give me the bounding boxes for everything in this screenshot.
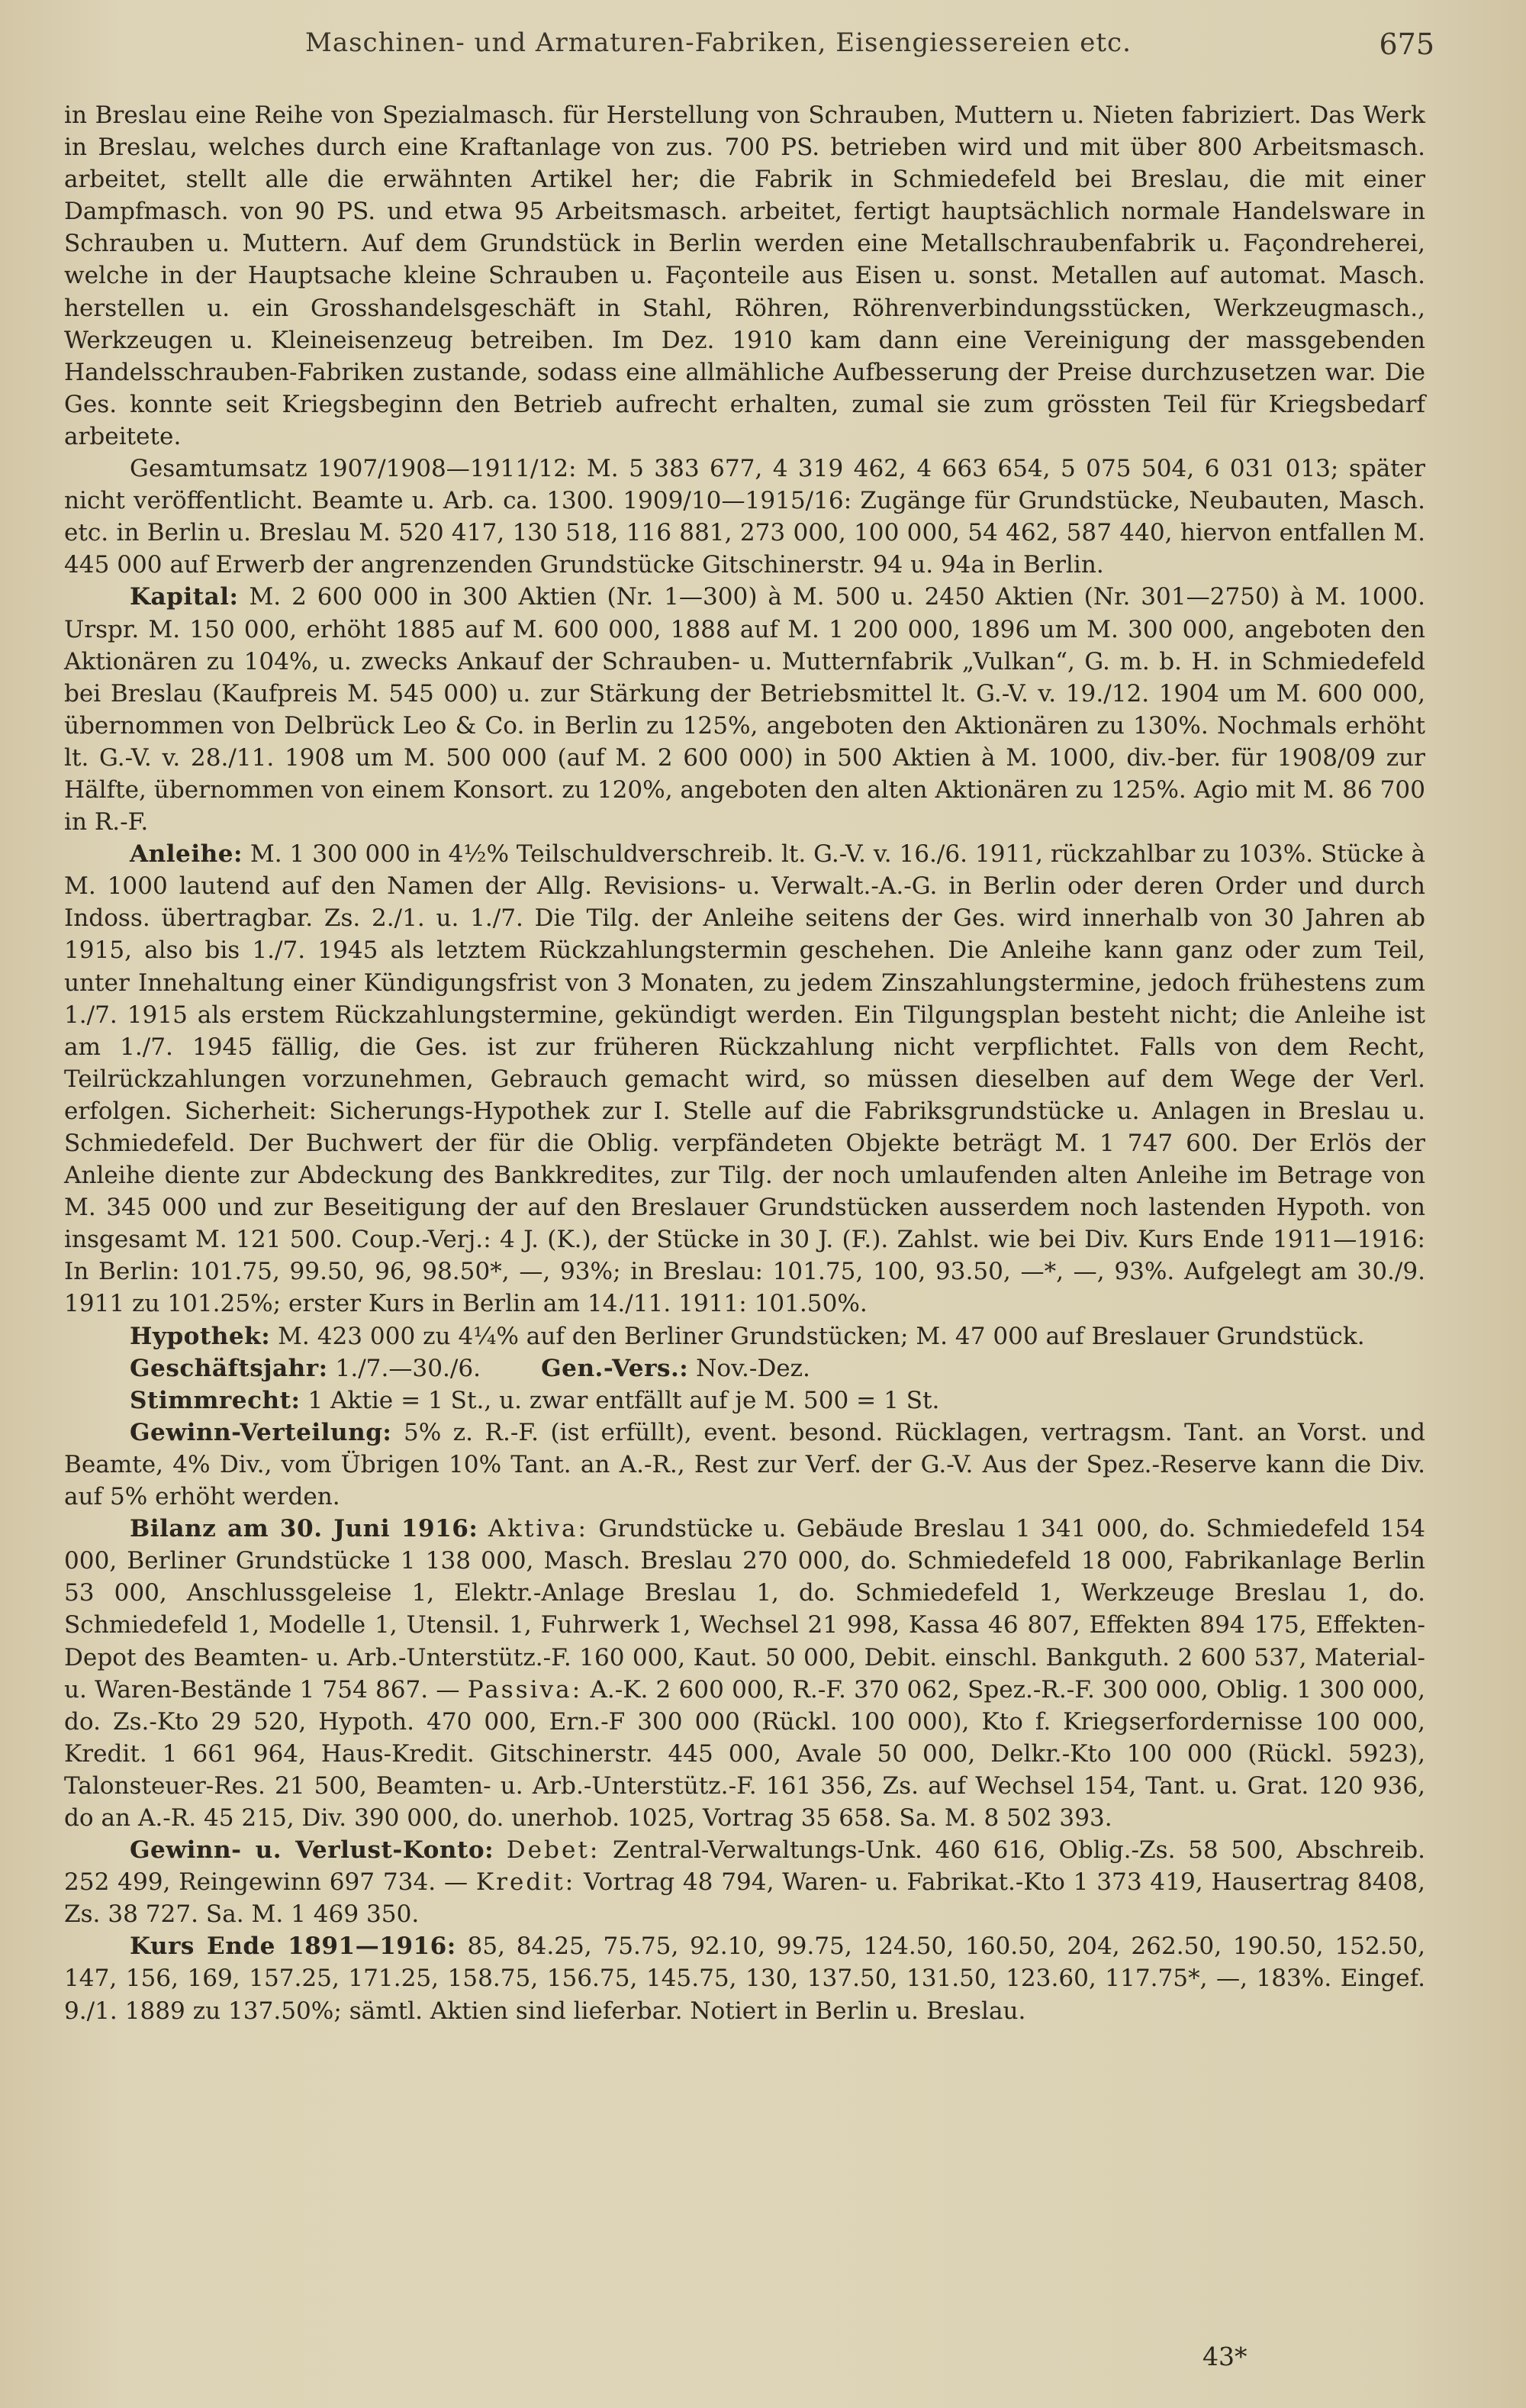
guv-kredit-text: Vortrag 48 794, Waren- u. Fabrikat.-Kto 1 373 419, Hausertrag 8408, Zs. 38 727. Sa. M. 1 469 350. <box>64 1868 1426 1929</box>
gewinnverteilung-paragraph <box>64 1417 1425 1513</box>
bilanz-label: Bilanz am 30. Juni 1916: <box>130 1515 478 1543</box>
anleihe-text: M. 1 300 000 in 4½% Teilschuldverschreib. lt. G.-V. v. 16./6. 1911, rückzahlbar zu 103%. Stücke à M. 1000 lautend auf den Namen der Allg. Revisions- u. Verwalt.-A.-G. in Berlin oder deren Order und durch Indoss. übertragbar. Zs. 2./1. u. 1./7. Die Tilg. der Anleihe seitens der Ges. wird innerhalb von 30 Jahren ab 1915, also bis 1./7. 1945 als letztem Rückzahlungstermin geschehen. Die Anleihe kann ganz oder zum Teil, unter Innehaltung einer Kündigungsfrist von 3 Monaten, zu jedem Zinszahlungstermine, jedoch frühestens zum 1./7. 1915 als erstem Rückzahlungstermine, gekündigt werden. Ein Tilgungsplan besteht nicht; die Anleihe ist am 1./7. 1945 fällig, die Ges. ist zur früheren Rückzahlung nicht verpflichtet. Falls von dem Recht, Teilrückzahlungen vorzunehmen, Gebrauch gemacht wird, so müssen dieselben auf dem Wege der Verl. erfolgen. Sicherheit: Sicherungs-Hypothek zur I. Stelle auf die Fabriksgrundstücke u. Anlagen in Breslau u. Schmiedefeld. Der Buchwert der für die Oblig. verpfändeten Objekte beträgt M. 1 747 600. Der Erlös der Anleihe diente zur Abdeckung des Bankkredites, zur Tilg. der noch umlaufenden alten Anleihe im Betrage von M. 345 000 und zur Beseitigung der auf den Breslauer Grundstücken ausserdem noch lastenden Hypoth. von insgesamt M. 121 500. Coup.-Verj.: 4 J. (K.), der Stücke in 30 J. (F.). Zahlst. wie bei Div. Kurs Ende 1911—1916: In Berlin: 101.75, 99.50, 96, 98.50*, —, 93%; in Breslau: 101.75, 100, 93.50, —*, —, 93%. Aufgelegt am 30./9. 1911 zu 101.25%; erster Kurs in Berlin am 14./11. 1911: 101.50%. <box>64 840 1425 1318</box>
kapital-text: M. 2 600 000 in 300 Aktien (Nr. 1—300) à M. 500 u. 2450 Aktien (Nr. 301—2750) à M. 1000. Urspr. M. 150 000, erhöht 1885 auf M. 600 000, 1888 auf M. 1 200 000, 1896 um M. 300 000, angeboten den Aktionären zu 104%, u. zwecks Ankauf der Schrauben- u. Mutternfabrik „Vulkan“, G. m. b. H. in Schmiedefeld bei Breslau (Kaufpreis M. 545 000) u. zur Stärkung der Betriebsmittel lt. G.-V. v. 19./12. 1904 um M. 600 000, übernommen von Delbrück Leo & Co. in Berlin zu 125%, angeboten den Aktionären zu 130%. Nochmals erhöht lt. G.-V. v. 28./11. 1908 um M. 500 000 (auf M. 2 600 000) in 500 Aktien à M. 1000, div.-ber. für 1908/09 zur Hälfte, übernommen von einem Konsort. zu 120%, angeboten den alten Aktionären zu 125%. Agio mit M. 86 700 in R.-F. <box>64 583 1425 837</box>
hypothek-text: M. 423 000 zu 4¼% auf den Berliner Grundstücken; M. 47 000 auf Breslauer Grundstück. <box>278 1322 1365 1350</box>
gewinnverteilung-label: Gewinn-Verteilung: <box>130 1418 392 1446</box>
genvers-label: Gen.-Vers.: <box>541 1354 689 1382</box>
running-head: Maschinen- und Armaturen-Fabriken, Eisengiessereien etc. <box>305 27 1132 58</box>
kapital-label: Kapital: <box>130 583 239 611</box>
stimmrecht-paragraph <box>64 1385 1425 1417</box>
page-header <box>61 27 1434 70</box>
kapital-paragraph <box>64 581 1425 838</box>
anleihe-paragraph <box>64 838 1425 1320</box>
intro-paragraph: in Breslau eine Reihe von Spezialmasch. für Herstellung von Schrauben, Muttern u. Nieten fabriziert. Das Werk in Breslau, welches durch eine Kraftanlage von zus. 700 PS. betrieben wird und mit über 800 Arbeitsmasch. arbeitet, stellt alle die erwähnten Artikel her; die Fabrik in Schmiedefeld bei Breslau, die mit einer Dampfmasch. von 90 PS. und etwa 95 Arbeitsmasch. arbeitet, fertigt hauptsächlich normale Handelsware in Schrauben u. Muttern. Auf dem Grundstück in Berlin werden eine Metallschraubenfabrik u. Façondreherei, welche in der Hauptsache kleine Schrauben u. Façonteile aus Eisen u. sonst. Metallen auf automat. Masch. herstellen u. ein Grosshandelsgeschäft in Stahl, Röhren, Röhrenverbindungsstücken, Werkzeugmasch., Werkzeugen u. Kleineisenzeug betreiben. Im Dez. 1910 kam dann eine Vereinigung der massgebenden Handelsschrauben-Fabriken zustande, sodass eine allmähliche Aufbesserung der Preise durchzusetzen war. Die Ges. konnte seit Kriegsbeginn den Betrieb aufrecht erhalten, zumal sie zum grössten Teil für Kriegsbedarf arbeitete. <box>64 102 1425 450</box>
kurs-label: Kurs Ende 1891—1916: <box>130 1933 456 1961</box>
anleihe-label: Anleihe: <box>130 840 243 869</box>
guv-kredit-label: Kredit: <box>475 1868 576 1897</box>
hypothek-paragraph <box>64 1320 1425 1352</box>
guv-debet-label: Debet: <box>506 1836 600 1865</box>
geschaeftsjahr-text: 1./7.—30./6. <box>335 1354 481 1382</box>
genvers-text: Nov.-Dez. <box>696 1354 810 1382</box>
signature-mark: 43* <box>1202 2342 1248 2371</box>
bilanz-paragraph <box>64 1513 1425 1834</box>
gewinnverteilung-text: 5% z. R.-F. (ist erfüllt), event. besond. Rücklagen, vertragsm. Tant. an Vorst. und Beamte, 4% Div., vom Übrigen 10% Tant. an A.-R., Rest zur Verf. der G.-V. Aus der Spez.-Reserve kann die Div. auf 5% erhöht werden. <box>64 1418 1425 1511</box>
bilanz-passiva-text: A.-K. 2 600 000, R.-F. 370 062, Spez.-R.-F. 300 000, Oblig. 1 300 000, do. Zs.-Kto 29 520, Hypoth. 470 000, Ern.-F 300 000 (Rückl. 100 000), Kto f. Kriegserfordernisse 100 000, Kredit. 1 661 964, Haus-Kredit. Gitschinerstr. 445 000, Avale 50 000, Delkr.-Kto 100 000 (Rückl. 5923), Talonsteuer-Res. 21 500, Beamten- u. Arb.-Unterstütz.-F. 161 356, Zs. auf Wechsel 154, Tant. u. Grat. 120 936, do an A.-R. 45 215, Div. 390 000, do. unerhob. 1025, Vortrag 35 658. Sa. M. 8 502 393. <box>64 1675 1426 1832</box>
article-body <box>64 99 1425 2027</box>
guv-label: Gewinn- u. Verlust-Konto: <box>130 1836 494 1865</box>
guv-paragraph <box>64 1834 1425 1930</box>
hypothek-label: Hypothek: <box>130 1322 271 1350</box>
page-number: 675 <box>1379 27 1434 61</box>
geschaeftsjahr-paragraph <box>64 1352 1425 1385</box>
geschaeftsjahr-label: Geschäftsjahr: <box>130 1354 328 1382</box>
bilanz-passiva-label: Passiva: <box>467 1675 583 1704</box>
guv-debet-text: Zentral-Verwaltungs-Unk. 460 616, Oblig.-Zs. 58 500, Abschreib. 252 499, Reingewinn 697 734. — <box>64 1836 1425 1897</box>
stimmrecht-text: 1 Aktie = 1 St., u. zwar entfällt auf je M. 500 = 1 St. <box>307 1386 940 1414</box>
kurs-paragraph <box>64 1930 1425 2026</box>
kurs-text: 85, 84.25, 75.75, 92.10, 99.75, 124.50, 160.50, 204, 262.50, 190.50, 152.50, 147, 156, 169, 157.25, 171.25, 158.75, 156.75, 145.75, 130, 137.50, 131.50, 123.60, 117.75*, —, 183%. Eingef. 9./1. 1889 zu 137.50%; sämtl. Aktien sind lieferbar. Notiert in Berlin u. Breslau. <box>64 1933 1425 2025</box>
umsatz-paragraph: Gesamtumsatz 1907/1908—1911/12: M. 5 383 677, 4 319 462, 4 663 654, 5 075 504, 6 031 013; später nicht veröffentlicht. Beamte u. Arb. ca. 1300. 1909/10—1915/16: Zugänge für Grundstücke, Neubauten, Masch. etc. in Berlin u. Breslau M. 520 417, 130 518, 116 881, 273 000, 100 000, 54 462, 587 440, hiervon entfallen M. 445 000 auf Erwerb der angrenzenden Grundstücke Gitschinerstr. 94 u. 94a in Berlin. <box>64 455 1425 579</box>
bilanz-aktiva-label: Aktiva: <box>488 1515 589 1543</box>
stimmrecht-label: Stimmrecht: <box>130 1386 301 1414</box>
bilanz-aktiva-text: Grundstücke u. Gebäude Breslau 1 341 000, do. Schmiedefeld 154 000, Berliner Grundstücke 1 138 000, Masch. Breslau 270 000, do. Schmiedefeld 18 000, Fabrikanlage Berlin 53 000, Anschlussgeleise 1, Elektr.-Anlage Breslau 1, do. Schmiedefeld 1, Werkzeuge Breslau 1, do. Schmiedefeld 1, Modelle 1, Utensil. 1, Fuhrwerk 1, Wechsel 21 998, Kassa 46 807, Effekten 894 175, Effekten-Depot des Beamten- u. Arb.-Unterstütz.-F. 160 000, Kaut. 50 000, Debit. einschl. Bankguth. 2 600 537, Material- u. Waren-Bestände 1 754 867. — <box>64 1515 1426 1704</box>
